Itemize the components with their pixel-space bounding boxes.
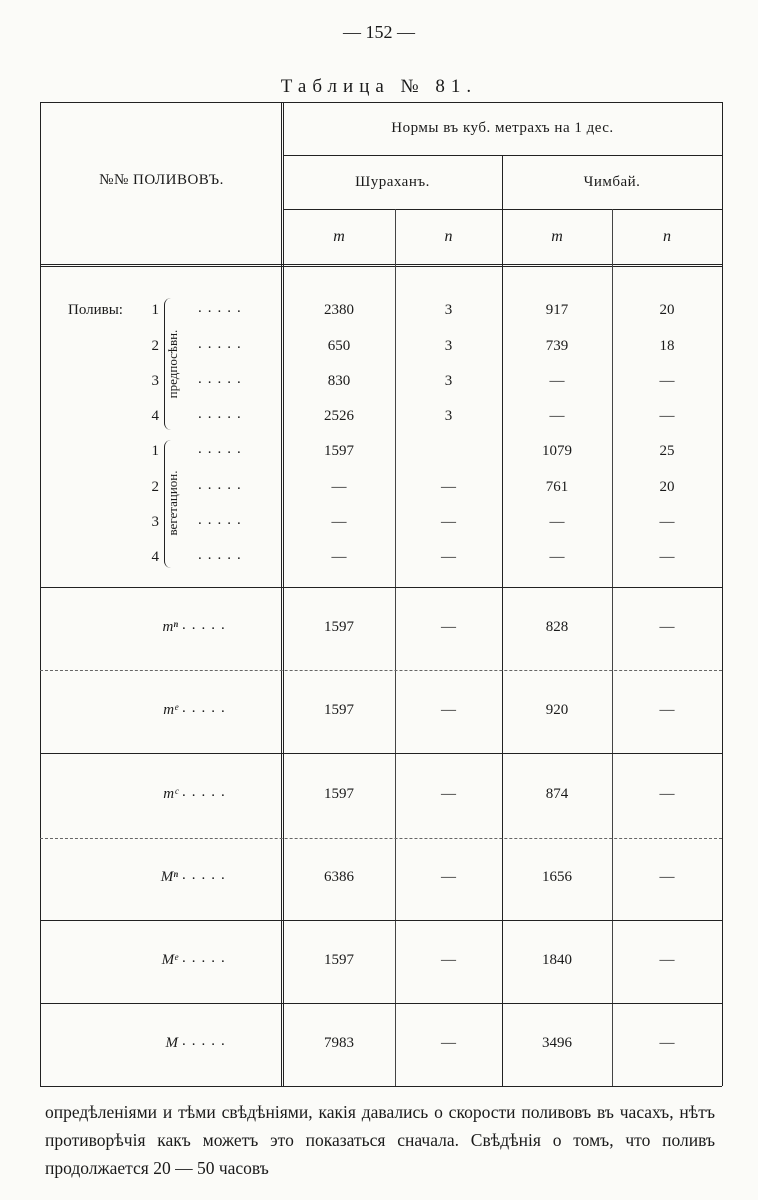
shurakhan-n-header: n bbox=[444, 228, 453, 245]
chimbai-header: Чимбай. bbox=[583, 174, 641, 190]
shurakhan-m-value: 1597 bbox=[324, 443, 354, 459]
shurakhan-m-value: 7983 bbox=[324, 1035, 354, 1051]
leader-dots: ..... bbox=[198, 300, 247, 316]
chimbai-n-value: — bbox=[659, 869, 675, 885]
chimbai-m-value: 761 bbox=[545, 479, 569, 495]
chimbai-n-value: 18 bbox=[659, 338, 675, 354]
chimbai-n-value: — bbox=[659, 514, 675, 530]
chimbai-n-value: — bbox=[659, 786, 675, 802]
chimbai-n-value: 20 bbox=[659, 479, 675, 495]
chimbai-n-value: 20 bbox=[659, 302, 675, 318]
shurakhan-m-value: 6386 bbox=[324, 869, 354, 885]
table-bottom-rule bbox=[40, 1086, 722, 1087]
chimbai-n-value: — bbox=[659, 952, 675, 968]
shurakhan-n-value: 3 bbox=[444, 373, 453, 389]
irrigation-number: 1 bbox=[151, 443, 159, 459]
shurakhan-m-header: m bbox=[333, 228, 345, 245]
leader-dots: ..... bbox=[198, 371, 247, 387]
shurakhan-m-value: 1597 bbox=[324, 619, 354, 635]
shurakhan-n-value: 3 bbox=[444, 408, 453, 424]
summary-row-rule bbox=[40, 920, 722, 921]
summary-label: mᵉ bbox=[163, 702, 178, 718]
chimbai-n-value: — bbox=[659, 702, 675, 718]
summary-label: M bbox=[165, 1035, 178, 1051]
summary-row-rule bbox=[40, 753, 722, 754]
chimbai-n-value: — bbox=[659, 619, 675, 635]
vegetation-group-label: вегетацион. bbox=[165, 470, 180, 536]
chimbai-m-value: 828 bbox=[545, 619, 569, 635]
polivy-label: Поливы: bbox=[68, 302, 123, 318]
leader-dots: ..... bbox=[198, 547, 247, 563]
shurakhan-n-value: — bbox=[441, 514, 456, 530]
leader-dots: ..... bbox=[198, 441, 247, 457]
chimbai-n-header: n bbox=[663, 228, 671, 245]
chimbai-n-value: — bbox=[659, 408, 675, 424]
shurakhan-n-value: — bbox=[441, 619, 456, 635]
summary-label: mᶜ bbox=[163, 786, 178, 802]
chimbai-m-value: — bbox=[549, 408, 565, 424]
chimbai-m-value: — bbox=[549, 514, 565, 530]
leader-dots: ..... bbox=[182, 784, 231, 800]
shurakhan-n-value: 3 bbox=[444, 338, 453, 354]
shurakhan-m-value: 650 bbox=[327, 338, 351, 354]
shurakhan-m-value: 1597 bbox=[324, 786, 354, 802]
leader-dots: ..... bbox=[198, 406, 247, 422]
leader-dots: ..... bbox=[198, 336, 247, 352]
chimbai-m-value: 1079 bbox=[542, 443, 572, 459]
summary-rule bbox=[40, 587, 722, 588]
leader-dots: ..... bbox=[182, 700, 231, 716]
chimbai-m-header: m bbox=[551, 228, 563, 245]
shurakhan-m-value: — bbox=[331, 479, 347, 495]
shurakhan-m-value: 2380 bbox=[324, 302, 354, 318]
chimbai-m-value: 917 bbox=[545, 302, 569, 318]
irrigation-number: 2 bbox=[151, 338, 159, 354]
shurakhan-m-value: 830 bbox=[327, 373, 351, 389]
table-label-column-rule bbox=[281, 102, 284, 1086]
irrigation-number: 3 bbox=[151, 514, 159, 530]
irrigation-number: 3 bbox=[151, 373, 159, 389]
table-right-rule bbox=[722, 102, 723, 1086]
table-top-rule bbox=[40, 102, 722, 103]
chimbai-m-value: 1840 bbox=[542, 952, 572, 968]
shurakhan-m-value: 1597 bbox=[324, 702, 354, 718]
shurakhan-n-value: — bbox=[441, 1035, 456, 1051]
chimbai-m-value: 874 bbox=[545, 786, 569, 802]
body-text: опредѣленіями и тѣми свѣдѣніями, какія давались о скорости поливовъ въ часахъ, нѣтъ противорѣчія какъ можетъ это показаться сначала. Свѣдѣнія о томъ, что поливъ продолжается 20 — 50 часовъ bbox=[45, 1102, 715, 1178]
leader-dots: ..... bbox=[182, 617, 231, 633]
irrigation-number: 4 bbox=[151, 549, 159, 565]
summary-label: mⁿ bbox=[162, 619, 178, 635]
shurakhan-m-value: 1597 bbox=[324, 952, 354, 968]
norms-header: Нормы въ куб. метрахъ на 1 дес. bbox=[391, 120, 614, 136]
shurakhan-m-value: 2526 bbox=[324, 408, 354, 424]
shurakhan-header: Шураханъ. bbox=[355, 174, 430, 190]
presowing-group-label: предпосѣвн. bbox=[165, 329, 180, 399]
summary-label: Mᵉ bbox=[161, 952, 178, 968]
summary-label: Mⁿ bbox=[160, 869, 178, 885]
leader-dots: ..... bbox=[198, 512, 247, 528]
chimbai-m-value: 739 bbox=[545, 338, 569, 354]
chimbai-n-value: 25 bbox=[659, 443, 675, 459]
leader-dots: ..... bbox=[182, 1033, 231, 1049]
table-title: Таблица № 81. bbox=[280, 76, 478, 97]
irrigation-number: 4 bbox=[151, 408, 159, 424]
chimbai-m-value: 3496 bbox=[542, 1035, 572, 1051]
chimbai-m-value: — bbox=[549, 373, 565, 389]
shurakhan-n-value: — bbox=[441, 952, 456, 968]
shurakhan-n-value: 3 bbox=[444, 302, 453, 318]
shurakhan-m-value: — bbox=[331, 514, 347, 530]
shurakhan-m-value: — bbox=[331, 549, 347, 565]
first-column-header: №№ ПОЛИВОВЪ. bbox=[99, 172, 224, 188]
summary-row-rule bbox=[40, 838, 722, 839]
shurakhan-n-value: — bbox=[441, 786, 456, 802]
chimbai-m-value: 920 bbox=[545, 702, 569, 718]
leader-dots: ..... bbox=[182, 867, 231, 883]
summary-row-rule bbox=[40, 1003, 722, 1004]
irrigation-number: 2 bbox=[151, 479, 159, 495]
chimbai-n-value: — bbox=[659, 549, 675, 565]
chimbai-m-value: — bbox=[549, 549, 565, 565]
shurakhan-n-value: — bbox=[441, 869, 456, 885]
irrigation-number: 1 bbox=[151, 302, 159, 318]
leader-dots: ..... bbox=[198, 477, 247, 493]
shurakhan-n-value: — bbox=[441, 479, 456, 495]
chimbai-m-value: 1656 bbox=[542, 869, 572, 885]
chimbai-n-value: — bbox=[659, 373, 675, 389]
summary-row-rule bbox=[40, 670, 722, 671]
chimbai-n-value: — bbox=[659, 1035, 675, 1051]
header-bottom-rule bbox=[40, 264, 722, 267]
shurakhan-n-value: — bbox=[441, 702, 456, 718]
table-left-rule bbox=[40, 102, 41, 1086]
leader-dots: ..... bbox=[182, 950, 231, 966]
page-number: — 152 — bbox=[343, 22, 415, 42]
shurakhan-n-value: — bbox=[441, 549, 456, 565]
